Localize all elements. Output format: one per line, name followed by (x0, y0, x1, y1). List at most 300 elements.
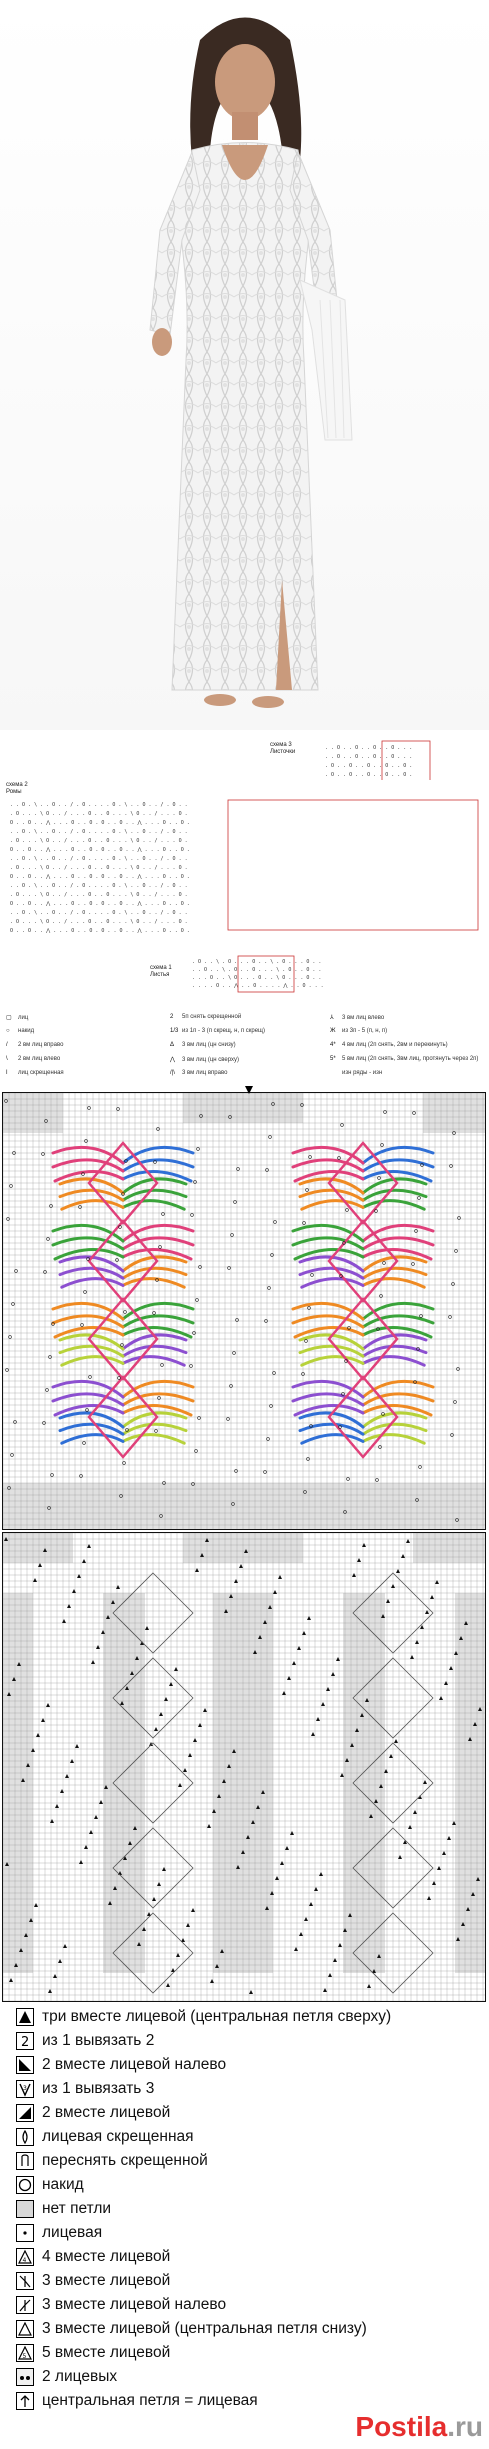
decrease-mark (423, 1780, 427, 1784)
colored-stitch-line (363, 1303, 433, 1337)
svg-text:. . . . O . . ⋀ . . O . . . .: . . . . O . . ⋀ . . O . . . . ⋀ . . O . . . (192, 983, 324, 989)
decrease-mark (207, 1824, 211, 1828)
colored-stitch-line (123, 1413, 186, 1443)
scheme-2-row: . O . . . \ O . . / . . . O . . O . . . \ O . . / . . . O . (10, 838, 188, 844)
decrease-mark (321, 1702, 325, 1706)
decrease-mark (287, 1676, 291, 1680)
colored-stitch-line (363, 1335, 426, 1365)
small-legend-text: изн ряды - изн (342, 1070, 383, 1076)
decrease-mark (62, 1619, 66, 1623)
yarn-over-mark (83, 1442, 86, 1445)
legend-row (16, 2318, 367, 2340)
scheme-1-label: схема 1 (150, 965, 172, 971)
decrease-mark (169, 1682, 173, 1686)
legend-row (16, 2102, 170, 2124)
decrease-mark (46, 1703, 50, 1707)
decrease-mark (145, 1626, 149, 1630)
decrease-mark (38, 1563, 42, 1567)
decrease-mark (311, 1732, 315, 1736)
scheme-2-row: . . O . \ . . O . . / . O . . . . O . \ . . O . . / . O . . (10, 802, 188, 808)
four-together-icon (16, 2248, 34, 2266)
legend-row (16, 2390, 258, 2412)
watermark-sub: .ru (447, 2411, 483, 2442)
watermark-main: Postila (355, 2411, 448, 2442)
decrease-mark (41, 1718, 45, 1722)
decrease-mark (195, 1568, 199, 1572)
decrease-mark (55, 1804, 59, 1808)
svg-text:4: 4 (22, 2257, 27, 2264)
legend-text: 2 вместе лицевой налево (42, 2056, 227, 2073)
decrease-mark (437, 1866, 441, 1870)
decrease-mark (396, 1569, 400, 1573)
small-legend (0, 1010, 489, 1092)
legend-row (16, 2366, 117, 2388)
yarn-over-mark (233, 1352, 236, 1355)
small-legend-text: 3 вм лиц вправо (182, 1070, 228, 1076)
colored-stitch-line (123, 1179, 186, 1209)
model-photo (0, 0, 489, 730)
yarn-over-mark (305, 1340, 308, 1343)
decrease-mark (333, 1958, 337, 1962)
svg-text:5: 5 (22, 2353, 27, 2360)
decrease-mark (302, 1631, 306, 1635)
colored-stitch-line (363, 1257, 426, 1287)
yarn-over-mark (268, 1287, 271, 1290)
decrease-mark (389, 1754, 393, 1758)
small-legend-symbol: ▢ (6, 1015, 12, 1021)
small-legend-symbol: ⅄ (330, 1015, 334, 1021)
decrease-mark (319, 1872, 323, 1876)
yarn-over-mark (11, 1454, 14, 1457)
small-legend-item (6, 1056, 60, 1062)
center-marker-icon (245, 1086, 253, 1094)
colored-stitch-line (300, 1413, 363, 1443)
svg-text:. . O . . O . . O . . O . . .: . . O . . O . . O . . O . . . (325, 754, 413, 760)
small-legend-text: 3 вм лиц (цн сверху) (182, 1057, 240, 1063)
decrease-mark (63, 1944, 67, 1948)
yarn-over-mark (191, 1214, 194, 1217)
small-legend-item (170, 1042, 236, 1048)
decrease-mark (210, 1979, 214, 1983)
decrease-mark (403, 1840, 407, 1844)
legend-row (16, 2198, 111, 2220)
colored-stitch-line (300, 1257, 363, 1287)
legend-text: переснять скрещенной (42, 2152, 208, 2169)
legend-text: 2 лицевых (42, 2368, 118, 2385)
triangle-center-top-icon (16, 2008, 34, 2026)
colored-stitch-line (53, 1225, 123, 1259)
scheme-2-row: O . . O . . ⋀ . . . O . . O . O . . O . . ⋀ . . . O . . O . (10, 874, 190, 880)
yarn-over-mark (412, 1263, 415, 1266)
scheme-2-row: O . . O . . ⋀ . . . O . . O . O . . O . . ⋀ . . . O . . O . (10, 820, 190, 826)
colored-stitch-line (363, 1225, 433, 1259)
legend-row (16, 2342, 170, 2364)
decrease-mark (53, 1974, 57, 1978)
yarn-over-mark (88, 1107, 91, 1110)
decrease-mark (314, 1887, 318, 1891)
small-legend-symbol: / (6, 1042, 8, 1048)
decrease-mark (285, 1846, 289, 1850)
legend-row (16, 2174, 84, 2196)
decrease-mark (331, 1672, 335, 1676)
small-legend-symbol: ⋀ (170, 1057, 175, 1063)
yarn-over-mark (227, 1418, 230, 1421)
decrease-mark (435, 1580, 439, 1584)
yarn-over-mark (454, 1401, 457, 1404)
decrease-mark (9, 1978, 13, 1982)
legend-text: три вместе лицевой (центральная петля сверху) (42, 2008, 392, 2025)
decrease-mark (193, 1738, 197, 1742)
decrease-mark (275, 1876, 279, 1880)
decrease-mark (75, 1744, 79, 1748)
small-legend-text: накид (18, 1028, 35, 1034)
decrease-mark (99, 1800, 103, 1804)
decrease-mark (406, 1539, 410, 1543)
small-legend-item (170, 1014, 241, 1020)
decrease-mark (48, 1989, 52, 1993)
small-legend-text: из 3п - 5 (п, н, п) (342, 1028, 388, 1034)
svg-text:3: 3 (23, 2085, 27, 2092)
scheme-3-sublabel: Листочки (270, 749, 296, 755)
legend-row (16, 2222, 102, 2244)
decrease-mark (154, 1727, 158, 1731)
small-legend-item (170, 1070, 227, 1076)
scheme-1-sublabel: Листья (150, 972, 170, 978)
yarn-over-mark (46, 1389, 49, 1392)
decrease-mark (157, 1882, 161, 1886)
decrease-mark (67, 1604, 71, 1608)
scheme-2-row: . . O . \ . . O . . / . O . . . . O . \ . . O . . / . O . . (10, 856, 188, 862)
scheme-1 (150, 955, 489, 1007)
small-legend-symbol: /|\ (170, 1070, 175, 1076)
legend-row (16, 2030, 154, 2052)
small-legend-symbol: ǀ (6, 1070, 8, 1076)
colored-stitch-line (53, 1381, 123, 1415)
decrease-mark (357, 1558, 361, 1562)
small-legend-symbol: 2 (170, 1014, 174, 1020)
postila-watermark (355, 2411, 483, 2443)
grid-lines (3, 1093, 485, 1529)
decrease-mark (89, 1830, 93, 1834)
center-stitch-icon (16, 2392, 34, 2410)
decrease-mark (282, 1691, 286, 1695)
legend-text: лицевая скрещенная (42, 2128, 194, 2145)
scheme-2-row: O . . O . . ⋀ . . . O . . O . O . . O . . ⋀ . . . O . . O . (10, 847, 190, 853)
decrease-mark (174, 1667, 178, 1671)
decrease-mark (386, 1599, 390, 1603)
yarn-over-mark (190, 1365, 193, 1368)
yarn-over-mark (155, 1430, 158, 1433)
decrease-mark (309, 1902, 313, 1906)
decrease-mark (430, 1595, 434, 1599)
decrease-mark (159, 1712, 163, 1716)
colored-stitch-line (293, 1225, 363, 1259)
legend-text: из 1 вывязать 3 (42, 2080, 155, 2097)
legend-text: лицевая (42, 2224, 103, 2241)
scheme-2-row: . O . . . \ O . . / . . . O . . O . . . \ O . . / . . . O . (10, 865, 188, 871)
colored-stitch-line (123, 1381, 193, 1415)
decrease-mark (58, 1959, 62, 1963)
legend-text: 2 вместе лицевой (42, 2104, 171, 2121)
scheme-2-row: O . . O . . ⋀ . . . O . . O . O . . O . . ⋀ . . . O . . O . (10, 901, 190, 907)
decrease-mark (191, 1908, 195, 1912)
yarn-over-mark (419, 1466, 422, 1469)
scheme-2-row: . . O . \ . . O . . / . O . . . . O . \ . . O . . / . O . . (10, 829, 188, 835)
decrease-mark (65, 1774, 69, 1778)
small-legend-text: лиц скрещенная (18, 1070, 64, 1076)
decrease-mark (82, 1559, 86, 1563)
yarn-over-mark (274, 1221, 277, 1224)
small-legend-symbol: Ж (330, 1028, 336, 1034)
small-legend-item (170, 1028, 265, 1034)
colored-stitch-line (60, 1179, 123, 1209)
decrease-mark (273, 1590, 277, 1594)
decrease-mark (176, 1953, 180, 1957)
scheme-2-row: . O . . . \ O . . / . . . O . . O . . . \ O . . / . . . O . (10, 919, 188, 925)
decrease-mark (427, 1896, 431, 1900)
yarn-over-mark (413, 1112, 416, 1115)
no-stitch-area (3, 1483, 485, 1529)
yarn-over-mark (383, 1262, 386, 1265)
colored-stitch-line (300, 1335, 363, 1365)
slip-twisted-icon (16, 2152, 34, 2170)
colored-stitch-line (123, 1147, 193, 1181)
small-legend-symbol: \ (6, 1056, 8, 1062)
small-legend-item (330, 1056, 478, 1062)
scheme-2 (6, 780, 489, 950)
decrease-mark (391, 1584, 395, 1588)
scheme-2-sublabel: Ромы (6, 789, 22, 795)
yarn-over-mark (161, 1364, 164, 1367)
scheme-2-row: . . O . \ . . O . . / . O . . . . O . \ . . O . . / . O . . (10, 910, 188, 916)
legend-row (16, 2246, 170, 2268)
scheme-3-label: схема 3 (270, 742, 292, 748)
yarn-over-mark (196, 1299, 199, 1302)
small-legend-symbol: 1/3 (170, 1028, 179, 1034)
decrease-mark (292, 1661, 296, 1665)
legend-text: 3 вместе лицевой налево (42, 2296, 227, 2313)
colored-stitch-line (300, 1179, 363, 1209)
colored-stitch-line (123, 1225, 193, 1259)
grey-lace-chart (2, 1532, 486, 2002)
small-legend-item (330, 1070, 382, 1076)
small-legend-text: 5п снять скрещенной (182, 1014, 242, 1020)
decrease-mark (166, 1983, 170, 1987)
small-legend-text: 5 вм лиц (2п снять, 3вм лиц, протянуть через 2п) (342, 1056, 479, 1062)
colored-stitch-line (53, 1303, 123, 1337)
scheme-2-grid (6, 796, 489, 946)
no-stitch-area (3, 1593, 33, 1973)
colored-stitch-line (363, 1381, 433, 1415)
yarn-over-mark (311, 1274, 314, 1277)
legend-text: накид (42, 2176, 84, 2193)
scheme-1-grid (190, 955, 489, 1007)
decrease-mark (367, 1984, 371, 1988)
legend-row (16, 2054, 226, 2076)
colored-stitch-line (363, 1179, 426, 1209)
two-knit-icon (16, 2368, 34, 2386)
decrease-mark (432, 1881, 436, 1885)
colored-stitch-line (123, 1303, 193, 1337)
decrease-mark (278, 1575, 282, 1579)
legend-row (16, 2270, 170, 2292)
svg-text:. . O . . O . . O . . O . . .: . . O . . O . . O . . O . . . (325, 745, 413, 751)
decrease-mark (36, 1733, 40, 1737)
decrease-mark (439, 1696, 443, 1700)
svg-text:. . O . . \ . O . . O . . . \: . . O . . \ . O . . O . . . \ . O . . O . . (192, 967, 322, 973)
small-legend-symbol: 5* (330, 1056, 336, 1062)
decrease-mark (79, 1860, 83, 1864)
svg-text:. O . . \ . O . . . O . . \ .: . O . . \ . O . . . O . . \ . O . . . O . . (192, 959, 322, 965)
yarn-over-mark (197, 1148, 200, 1151)
small-legend-text: 3 вм лиц (цн снизу) (182, 1042, 236, 1048)
decrease-mark (94, 1815, 98, 1819)
decrease-mark (307, 1616, 311, 1620)
small-legend-item (330, 1014, 384, 1021)
three-together-icon (16, 2272, 34, 2290)
decrease-mark (33, 1578, 37, 1582)
grey-chart-svg (3, 1533, 485, 2001)
colored-stitch-line (60, 1257, 123, 1287)
decrease-mark (186, 1923, 190, 1927)
svg-text:. . . O . . \ O . . . O . . \: . . . O . . \ O . . . O . . \ O . . . O . . (192, 975, 322, 981)
legend-text: 3 вместе лицевой (42, 2272, 171, 2289)
scheme-2-row: . O . . . \ O . . / . . . O . . O . . . \ O . . / . . . O . (10, 811, 188, 817)
small-legend-symbol: 4* (330, 1042, 336, 1048)
no-stitch-area (103, 1593, 145, 1973)
no-stitch-icon (16, 2200, 34, 2218)
colored-stitch-line (123, 1335, 186, 1365)
decrease-mark (297, 1646, 301, 1650)
decrease-mark (304, 1917, 308, 1921)
colored-lace-chart (2, 1092, 486, 1530)
legend-text: центральная петля = лицевая (42, 2392, 258, 2409)
colored-stitch-line (293, 1147, 363, 1181)
small-legend-text: из 1п - 3 (п скрещ, н, п скрещ) (182, 1028, 265, 1034)
colored-stitch-line (60, 1413, 123, 1443)
decrease-mark (323, 1988, 327, 1992)
twisted-knit-icon (16, 2128, 34, 2146)
small-legend-item (6, 1070, 64, 1076)
three-together-left-icon (16, 2296, 34, 2314)
colored-stitch-line (293, 1381, 363, 1415)
no-stitch-area (3, 1533, 73, 1563)
colored-chart-svg (3, 1093, 485, 1529)
decrease-mark (328, 1973, 332, 1977)
decrease-mark (338, 1943, 342, 1947)
decrease-mark (84, 1845, 88, 1849)
legend-row (16, 2150, 208, 2172)
small-legend-text: 2 вм лиц вправо (18, 1042, 64, 1048)
decrease-mark (249, 1990, 253, 1994)
two-from-one-icon (16, 2032, 34, 2050)
small-legend-text: 3 вм лиц влево (342, 1015, 385, 1021)
scheme-2-label: схема 2 (6, 782, 28, 788)
yarn-over-icon (16, 2176, 34, 2194)
small-legend-text: 4 вм лиц (2п снять, 2вм и перекинуть) (342, 1042, 448, 1048)
yarn-over-mark (346, 1209, 349, 1212)
decrease-mark (425, 1610, 429, 1614)
svg-text:. O . . O . . O . . O . . O .: . O . . O . . O . . O . . O . (325, 772, 413, 778)
yarn-over-mark (124, 1311, 127, 1314)
legend-row (16, 2294, 226, 2316)
svg-text:2: 2 (21, 2035, 30, 2049)
colored-stitch-line (123, 1257, 186, 1287)
decrease-mark (449, 1666, 453, 1670)
yarn-over-mark (449, 1316, 452, 1319)
decrease-mark (447, 1836, 451, 1840)
small-legend-text: лиц (18, 1015, 29, 1021)
small-legend-item (6, 1042, 63, 1048)
small-legend-symbol: Δ (170, 1042, 175, 1048)
decrease-mark (442, 1851, 446, 1855)
yarn-over-mark (455, 1250, 458, 1253)
scheme-2-row: O . . O . . ⋀ . . . O . . O . O . . O . . ⋀ . . . O . . O . (10, 928, 190, 934)
svg-text:. O . . O . . O . . O . . O .: . O . . O . . O . . O . . O . (325, 763, 413, 769)
decrease-mark (415, 1640, 419, 1644)
no-stitch-area (455, 1593, 485, 1973)
knit-icon (16, 2224, 34, 2242)
yarn-over-mark (269, 1136, 272, 1139)
lace-dress-image (0, 0, 489, 730)
colored-stitch-line (363, 1413, 426, 1443)
decrease-mark (299, 1932, 303, 1936)
legend-text: нет петли (42, 2200, 112, 2217)
legend-row (16, 2126, 194, 2148)
scheme-2-row: . . O . \ . . O . . / . O . . . . O . \ . . O . . / . O . . (10, 883, 188, 889)
yarn-over-mark (347, 1478, 350, 1481)
five-together-icon (16, 2344, 34, 2362)
legend-text: 3 вместе лицевой (центральная петля снизу) (42, 2320, 367, 2337)
legend-text: 5 вместе лицевой (42, 2344, 171, 2361)
two-together-icon (16, 2104, 34, 2122)
legend-row (16, 2006, 391, 2028)
decrease-mark (294, 1947, 298, 1951)
decrease-mark (77, 1574, 81, 1578)
yarn-over-mark (418, 1197, 421, 1200)
colored-stitch-line (293, 1303, 363, 1337)
decrease-mark (239, 1564, 243, 1568)
small-legend-symbol: ○ (6, 1028, 10, 1034)
no-stitch-area (413, 1533, 485, 1563)
decrease-mark (401, 1554, 405, 1558)
legend-text: 4 вместе лицевой (42, 2248, 171, 2265)
colored-stitch-line (53, 1147, 123, 1181)
small-legend-item (170, 1056, 239, 1063)
yarn-over-mark (341, 1124, 344, 1127)
colored-stitch-line (60, 1335, 123, 1365)
small-legend-item (6, 1028, 34, 1034)
triangle-center-bottom-icon (16, 2320, 34, 2338)
yarn-over-mark (10, 1185, 13, 1188)
small-legend-item (330, 1028, 387, 1034)
three-from-one-icon (16, 2080, 34, 2098)
decrease-mark (164, 1697, 168, 1701)
decrease-mark (413, 1810, 417, 1814)
legend-text: из 1 вывязать 2 (42, 2032, 155, 2049)
two-together-left-icon (16, 2056, 34, 2074)
yarn-over-mark (47, 1238, 50, 1241)
small-legend-item (6, 1014, 28, 1021)
decrease-mark (87, 1544, 91, 1548)
decrease-mark (91, 1660, 95, 1664)
decrease-mark (203, 1708, 207, 1712)
scheme-2-row: . O . . . \ O . . / . . . O . . O . . . \ O . . / . . . O . (10, 892, 188, 898)
decrease-mark (394, 1739, 398, 1743)
symbol-legend (0, 2006, 489, 2449)
small-legend-text: 2 вм лиц влево (18, 1056, 61, 1062)
yarn-over-mark (376, 1479, 379, 1482)
